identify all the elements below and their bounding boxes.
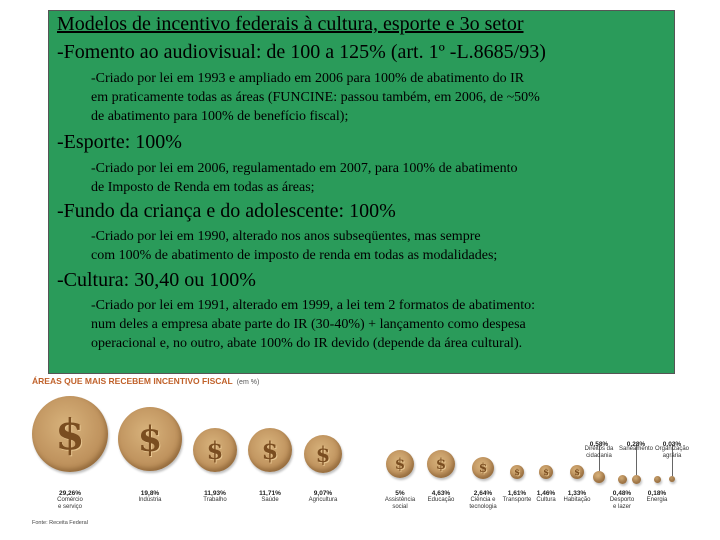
body-line: -Criado por lei em 2006, regulamentado em 2007, para 100% de abatimento bbox=[91, 161, 518, 176]
percent-label: 2,64% bbox=[473, 490, 493, 497]
area-label-line: Educação bbox=[427, 497, 455, 503]
area-label bbox=[120, 497, 180, 504]
slide-title: Modelos de incentivo federais à cultura, esporte e 3o setor bbox=[57, 13, 524, 35]
area-label-line: Saneamento bbox=[618, 446, 654, 452]
coin-icon bbox=[510, 465, 524, 479]
percent-label: 0,18% bbox=[647, 490, 667, 497]
area-label-line: cidadania bbox=[586, 453, 612, 459]
area-label bbox=[40, 497, 100, 511]
area-label bbox=[293, 497, 353, 504]
area-label-line: tecnologia bbox=[469, 504, 497, 510]
coin-icon bbox=[248, 428, 292, 472]
body-line: com 100% de abatimento de imposto de renda em todas as modalidades; bbox=[91, 248, 498, 263]
dollar-symbol: $ bbox=[137, 418, 163, 460]
body-line: operacional e, no outro, abate 100% do IR devido (depende da área cultural). bbox=[91, 336, 523, 351]
percent-label: 0,48% bbox=[612, 490, 632, 497]
area-label-line: Assistência bbox=[384, 497, 416, 503]
dollar-symbol: $ bbox=[206, 435, 224, 465]
area-label-line: Trabalho bbox=[203, 497, 227, 503]
percent-label: 11,93% bbox=[204, 490, 226, 497]
area-label-line: Cultura bbox=[536, 497, 556, 503]
body-line: -Criado por lei em 1990, alterado nos anos subseqüentes, mas sempre bbox=[91, 229, 481, 244]
area-label-line: Ciência e bbox=[470, 497, 496, 503]
section-heading-cultura: -Cultura: 30,40 ou 100% bbox=[57, 269, 256, 291]
area-label bbox=[185, 497, 245, 504]
area-label bbox=[240, 497, 300, 504]
body-line: em praticamente todas as áreas (FUNCINE: passou também, em 2006, de ~50% bbox=[91, 90, 540, 105]
percent-label: 5% bbox=[395, 490, 405, 497]
percent-label: 0,58% bbox=[589, 441, 609, 448]
incentive-infographic bbox=[0, 372, 720, 540]
dollar-symbol: $ bbox=[514, 467, 520, 477]
coin-icon bbox=[32, 396, 108, 472]
coin-icon bbox=[618, 475, 627, 484]
coin-icon bbox=[539, 465, 553, 479]
coin-icon bbox=[632, 475, 641, 484]
percent-label: 19,8% bbox=[140, 490, 160, 497]
dollar-symbol: $ bbox=[55, 409, 85, 459]
percent-label: 9,07% bbox=[313, 490, 333, 497]
body-line: num deles a empresa abate parte do IR (30-40%) + lançamento como despesa bbox=[91, 317, 526, 332]
coin-icon bbox=[593, 471, 605, 483]
percent-label: 11,71% bbox=[259, 490, 281, 497]
dollar-symbol: $ bbox=[261, 435, 279, 465]
coin-icon bbox=[304, 435, 342, 473]
dollar-symbol: $ bbox=[394, 455, 406, 473]
area-label-line: Organização bbox=[654, 446, 690, 452]
dollar-symbol: $ bbox=[543, 467, 549, 477]
area-label-line: Comércio bbox=[57, 497, 83, 503]
section-body-fundo-crianca bbox=[91, 227, 671, 265]
area-label-line: agrária bbox=[662, 453, 682, 459]
area-label-line: Saúde bbox=[261, 497, 279, 503]
percent-label: 29,26% bbox=[58, 490, 82, 497]
area-label bbox=[627, 497, 687, 504]
body-line: -Criado por lei em 1991, alterado em 1999, a lei tem 2 formatos de abatimento: bbox=[91, 298, 535, 313]
percent-label: 1,61% bbox=[507, 490, 527, 497]
area-label-line: e lazer bbox=[612, 504, 631, 510]
coin-icon bbox=[570, 465, 584, 479]
infographic-unit: (em %) bbox=[236, 379, 260, 386]
infographic-title bbox=[32, 376, 259, 386]
percent-label: 1,46% bbox=[536, 490, 556, 497]
section-body-cultura bbox=[91, 296, 671, 353]
section-heading-esporte: -Esporte: 100% bbox=[57, 131, 182, 153]
area-label-line: Direitos da bbox=[584, 446, 614, 452]
dollar-symbol: $ bbox=[435, 455, 447, 473]
area-label-line: Indústria bbox=[138, 497, 162, 503]
infographic-title-text: ÁREAS QUE MAIS RECEBEM INCENTIVO FISCAL bbox=[32, 376, 233, 386]
coin-icon bbox=[472, 457, 494, 479]
area-label-line: Desporto bbox=[609, 497, 635, 503]
coin-icon bbox=[654, 476, 661, 483]
area-label-line: Agricultura bbox=[308, 497, 338, 503]
coin-icon bbox=[193, 428, 237, 472]
coin-icon bbox=[386, 450, 414, 478]
percent-label: 4,63% bbox=[431, 490, 451, 497]
dollar-symbol: $ bbox=[315, 441, 331, 467]
area-label-line: Energia bbox=[646, 497, 668, 503]
area-label-line: e serviço bbox=[57, 504, 82, 510]
dollar-symbol: $ bbox=[574, 467, 580, 477]
coin-icon bbox=[669, 476, 675, 482]
text-box bbox=[48, 10, 675, 374]
body-line: de Imposto de Renda em todas as áreas; bbox=[91, 180, 315, 195]
area-label-line: Habitação bbox=[563, 497, 591, 503]
area-label bbox=[642, 446, 702, 460]
percent-label: 0,28% bbox=[626, 441, 646, 448]
body-line: de abatimento para 100% de benefício fiscal); bbox=[91, 109, 349, 124]
source-note: Fonte: Receita Federal bbox=[32, 520, 88, 526]
coin-icon bbox=[118, 407, 182, 471]
area-label-line: Transporte bbox=[502, 497, 532, 503]
area-label-line: social bbox=[392, 504, 408, 510]
section-heading-fundo-crianca: -Fundo da criança e do adolescente: 100% bbox=[57, 200, 396, 222]
coin-icon bbox=[427, 450, 455, 478]
section-heading-audiovisual: -Fomento ao audiovisual: de 100 a 125% (art. 1º -L.8685/93) bbox=[57, 41, 546, 63]
section-body-audiovisual bbox=[91, 69, 671, 126]
section-body-esporte bbox=[91, 159, 671, 197]
body-line: -Criado por lei em 1993 e ampliado em 2006 para 100% de abatimento do IR bbox=[91, 71, 525, 86]
dollar-symbol: $ bbox=[478, 461, 488, 475]
percent-label: 1,33% bbox=[567, 490, 587, 497]
percent-label: 0,03% bbox=[662, 441, 682, 448]
